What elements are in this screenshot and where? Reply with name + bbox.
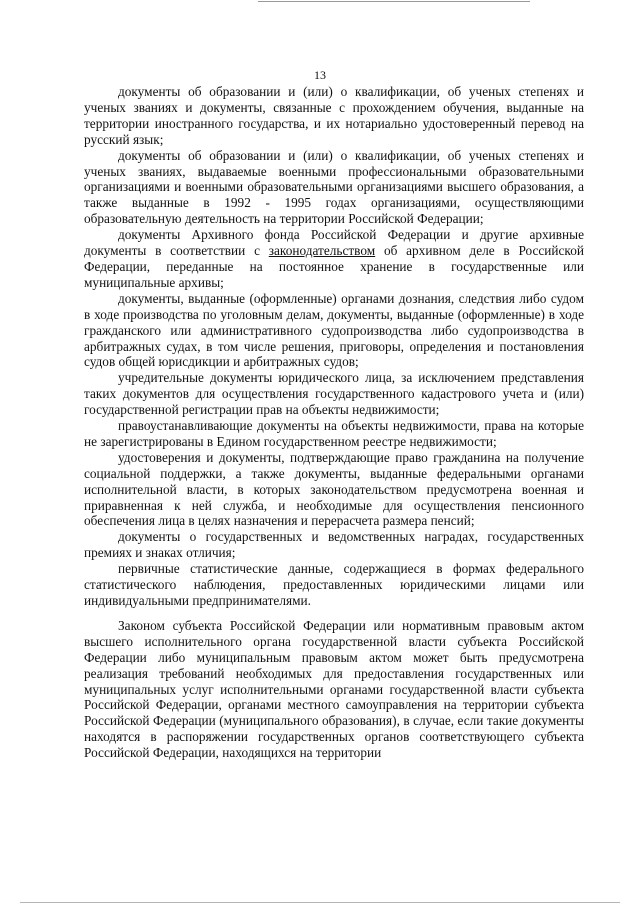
paragraph-military-education-documents: документы об образовании и (или) о квалификации, об ученых степенях и ученых званиях, выдаваемые военными профессиональными образовательными организациями и военными образовательными организациями высшего образования, а также выданные в 1992 - 1995 годах организациями, осуществляющими образовательную деятельность на территории Российской Федерации; — [84, 147, 584, 227]
paragraph-statistical-data: первичные статистические данные, содержащиеся в формах федерального статистического наблюдения, предоставленных юридическими лицами или индивидуальными предпринимателями. — [84, 561, 584, 608]
paragraph-archive-documents — [84, 227, 584, 291]
paragraph-archive-text-before: документы Архивного фонда Российской Федерации и другие архивные документы в соответствии с — [84, 227, 584, 259]
paragraph-award-documents: документы о государственных и ведомственных наградах, государственных премиях и знаках отличия; — [84, 529, 584, 561]
paragraph-founding-documents: учредительные документы юридического лица, за исключением представления таких документов для осуществления государственного кадастрового учета и (или) государственной регистрации прав на объекты недвижимости; — [84, 370, 584, 418]
scan-edge-top — [258, 1, 530, 2]
paragraph-archive-text-after: об архивном деле в Российской Федерации, переданные на постоянное хранение в государственные или муниципальные архивы; — [84, 243, 584, 290]
scan-edge-bottom — [20, 902, 620, 903]
paragraph-property-documents: правоустанавливающие документы на объекты недвижимости, права на которые не зарегистрированы в Едином государственном реестре недвижимости; — [84, 418, 584, 449]
archive-law-link[interactable]: законодательством — [268, 243, 376, 259]
document-body — [84, 84, 584, 761]
page-number: 13 — [314, 68, 326, 82]
paragraph-court-documents: документы, выданные (оформленные) органами дознания, следствия либо судом в ходе производства по уголовным делам, документы, выданные (оформленные) в ходе гражданского или административного судопроизводства либо судопроизводства в арбитражных судах, в том числе решения, приговоры, определения и постановления судов общей юрисдикции и арбитражных судов; — [84, 290, 584, 370]
paragraph-social-support-documents: удостоверения и документы, подтверждающие право гражданина на получение социальной поддержки, а также документы, выданные федеральными органами исполнительной власти, в которых законодательством предусмотрена военная и приравненная к ней служба, и необходимые для осуществления пенсионного обеспечения лица в целях назначения и перерасчета размера пенсий; — [84, 449, 584, 529]
paragraph-foreign-education-documents: документы об образовании и (или) о квалификации, об ученых степенях и ученых званиях и документы, связанные с прохождением обучения, выданные на территории иностранного государства, и их нотариально удостоверенный перевод на русский язык; — [84, 84, 584, 147]
paragraph-regional-law: Законом субъекта Российской Федерации или нормативным правовым актом высшего исполнительного органа государственной власти субъекта Российской Федерации либо муниципальным правовым актом может быть предусмотрена реализация требований необходимых для предоставления государственных или муниципальных услуг исполнительными органами государственной власти субъекта Российской Федерации, органами местного самоуправления на территории субъекта Российской Федерации (муниципального образования), в случае, если такие документы находятся в распоряжении государственных органов соответствующего субъекта Российской Федерации, находящихся на территории — [84, 617, 584, 761]
